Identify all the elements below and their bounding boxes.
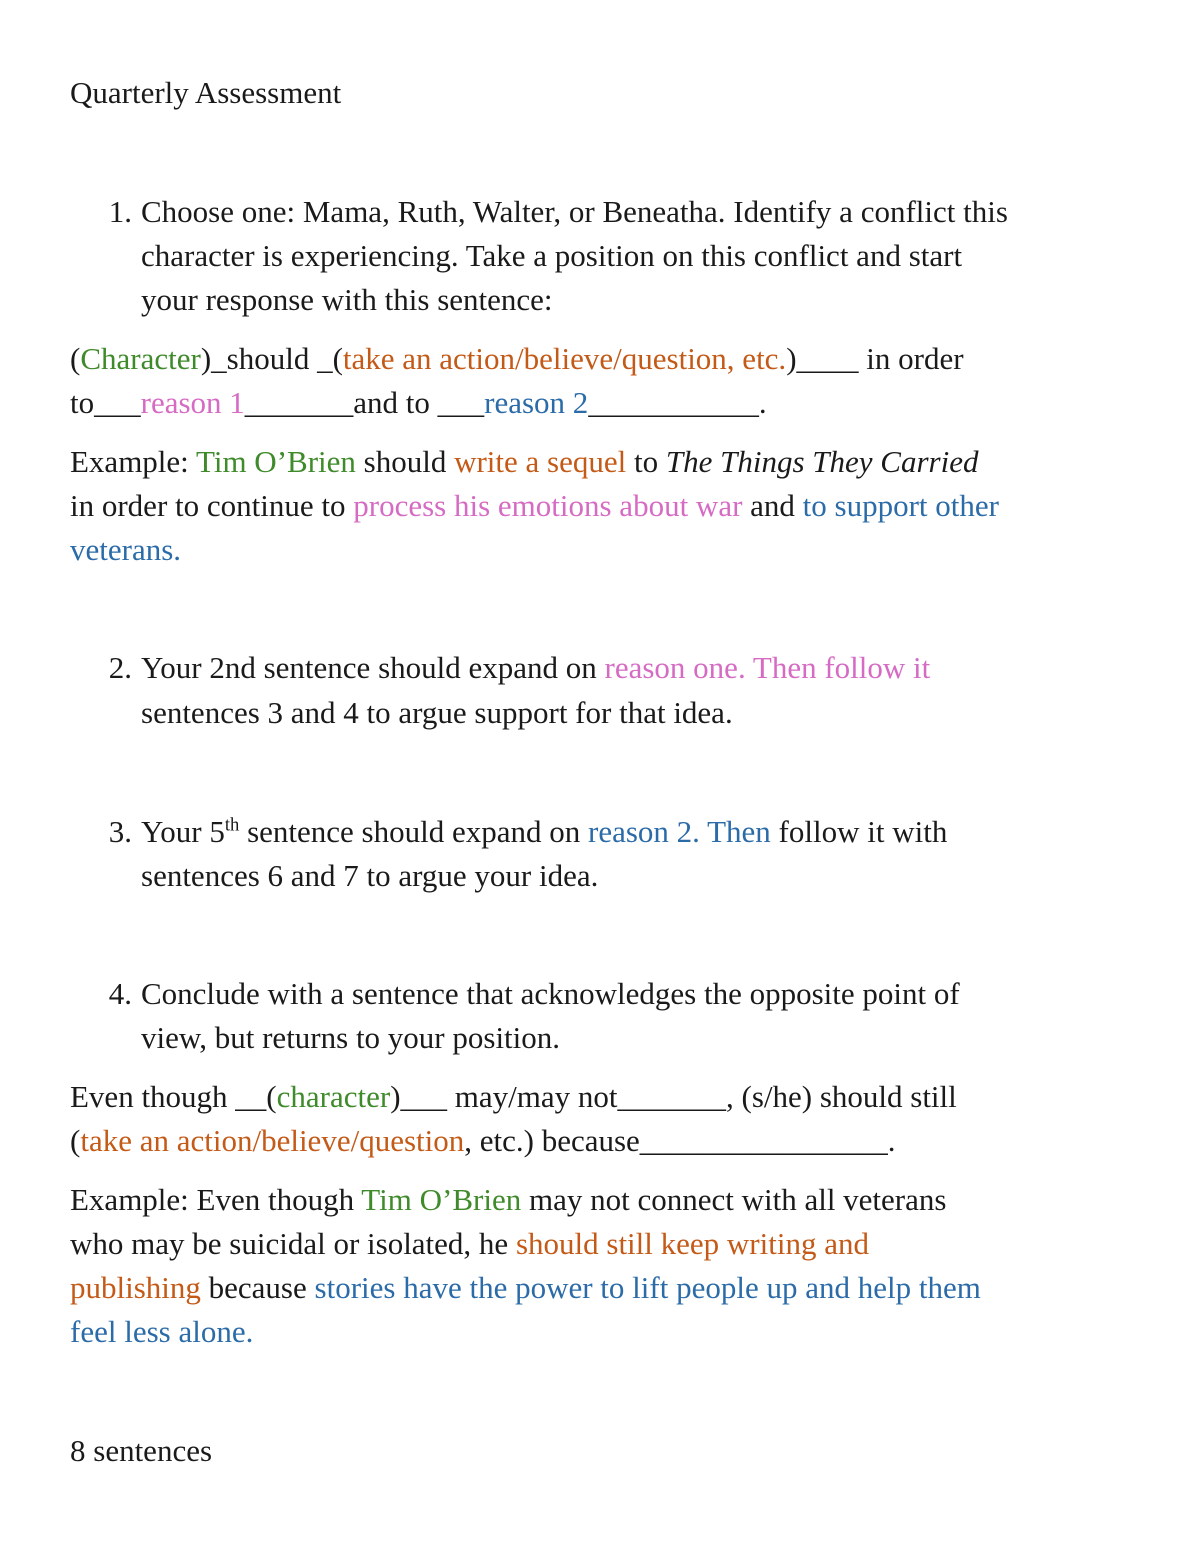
- reason-2-highlight: reason 2. Then: [588, 814, 771, 849]
- text: Your 5: [141, 814, 225, 849]
- text: )___ may/may not_______, (s/he) should still: [390, 1079, 957, 1114]
- example-action: write a sequel: [454, 444, 627, 479]
- example-reason-2: to support other: [802, 488, 999, 523]
- item-4-line-1: Conclude with a sentence that acknowledges the opposite point of: [141, 976, 960, 1011]
- example-2-action-cont: publishing: [70, 1270, 201, 1305]
- text: in order to continue to: [70, 488, 354, 523]
- text: and: [742, 488, 803, 523]
- text: sentence should expand on: [239, 814, 588, 849]
- reason-one-highlight: reason one. Then follow it: [604, 650, 931, 685]
- item-1-line-3: your response with this sentence:: [141, 282, 553, 317]
- item-1-number: 1.: [108, 194, 132, 229]
- text: follow it with: [770, 814, 948, 849]
- sentence-template-1-line-2: [70, 383, 767, 423]
- text: (: [70, 341, 81, 376]
- text: , etc.) because________________.: [464, 1123, 896, 1158]
- item-2-line-1: [141, 648, 930, 688]
- text: should: [355, 444, 455, 479]
- item-3-number: 3.: [108, 814, 132, 849]
- item-3-line-2: sentences 6 and 7 to argue your idea.: [141, 858, 599, 893]
- example-2-line-2: [70, 1224, 869, 1264]
- sentence-template-2-line-1: [70, 1077, 957, 1117]
- reason-2-placeholder: reason 2: [484, 385, 589, 420]
- text: who may be suicidal or isolated, he: [70, 1226, 516, 1261]
- example-1-line-1: [70, 442, 978, 482]
- book-title: The Things They Carried: [665, 444, 979, 479]
- character-placeholder-2: character: [276, 1079, 391, 1114]
- page-title: Quarterly Assessment: [70, 75, 342, 110]
- example-2-line-3: [70, 1268, 981, 1308]
- item-1-line-1: Choose one: Mama, Ruth, Walter, or Beneatha. Identify a conflict this: [141, 194, 1008, 229]
- text: may not connect with all veterans: [521, 1182, 947, 1217]
- item-2-line-2: sentences 3 and 4 to argue support for that idea.: [141, 695, 733, 730]
- sentence-template-1-line-1: [70, 339, 964, 379]
- sentence-count-note: 8 sentences: [70, 1433, 213, 1468]
- example-2-action: should still keep writing and: [515, 1226, 869, 1261]
- sentence-template-2-line-2: [70, 1121, 896, 1161]
- character-placeholder: Character: [80, 341, 201, 376]
- text: _______and to ___: [244, 385, 485, 420]
- example-2-line-4: feel less alone.: [70, 1314, 254, 1349]
- text: )____ in order: [786, 341, 964, 376]
- text: because: [200, 1270, 315, 1305]
- text: ___________.: [588, 385, 767, 420]
- example-2-line-1: [70, 1180, 946, 1220]
- item-4-number: 4.: [108, 976, 132, 1011]
- text: Example:: [70, 444, 196, 479]
- reason-1-placeholder: reason 1: [140, 385, 245, 420]
- example-2-reason: stories have the power to lift people up and help them: [314, 1270, 981, 1305]
- action-placeholder: take an action/believe/question, etc.: [342, 341, 787, 376]
- example-2-character: Tim O’Brien: [361, 1182, 522, 1217]
- text: th: [224, 814, 240, 836]
- example-1-line-2: [70, 486, 999, 526]
- text: )_should _(: [200, 341, 343, 376]
- item-4-line-2: view, but returns to your position.: [141, 1020, 561, 1055]
- text: (: [70, 1123, 81, 1158]
- example-1-line-3: veterans.: [70, 532, 182, 567]
- item-3-line-1: [141, 812, 947, 852]
- item-2-number: 2.: [108, 650, 132, 685]
- item-1-line-2: character is experiencing. Take a position on this conflict and start: [141, 238, 963, 273]
- example-character: Tim O’Brien: [195, 444, 356, 479]
- text: Even though __(: [70, 1079, 277, 1114]
- text: Your 2nd sentence should expand on: [141, 650, 605, 685]
- text: to: [626, 444, 666, 479]
- text: Example: Even though: [70, 1182, 362, 1217]
- text: to___: [70, 385, 141, 420]
- action-placeholder-2: take an action/believe/question: [80, 1123, 465, 1158]
- example-reason-1: process his emotions about war: [353, 488, 743, 523]
